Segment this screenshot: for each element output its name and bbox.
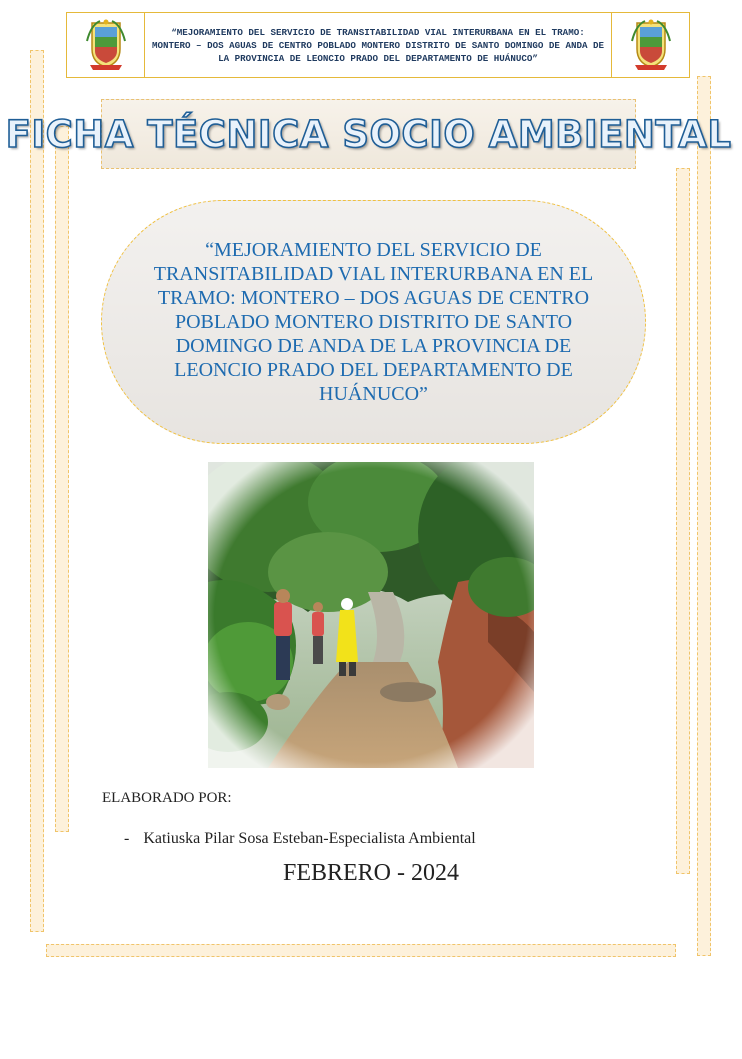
header-table (66, 12, 690, 78)
author-list-item (124, 830, 476, 848)
document-date: FEBRERO - 2024 (282, 860, 459, 886)
prepared-by-label: ELABORADO POR: (102, 790, 232, 806)
decorative-strip-right-inner (676, 168, 690, 874)
decorative-strip-left-outer (30, 50, 44, 932)
decorative-strip-left-inner (55, 126, 69, 832)
municipal-coat-of-arms-icon (631, 19, 671, 71)
document-type-title: FICHA TÉCNICA SOCIO AMBIENTAL (5, 112, 732, 156)
site-photo (208, 462, 534, 768)
list-bullet: - (124, 830, 130, 847)
header-project-title: “MEJORAMIENTO DEL SERVICIO DE TRANSITABILIDAD VIAL INTERURBANA EN EL TRAMO: MONTERO – DOS AGUAS DE CENTRO POBLADO MONTERO DISTRITO DE SANTO DOMINGO DE ANDA DE LA PROVINCIA DE LEONCIO PRADO DEL DEPARTAMENTO DE HUÁNUCO” (151, 26, 605, 64)
document-type-banner (5, 99, 732, 169)
project-title-oval (101, 200, 646, 444)
project-title: “MEJORAMIENTO DEL SERVICIO DE TRANSITABILIDAD VIAL INTERURBANA EN EL TRAMO: MONTERO – DOS AGUAS DE CENTRO POBLADO MONTERO DISTRITO DE SANTO DOMINGO DE ANDA DE LA PROVINCIA DE LEONCIO PRADO DEL DEPARTAMENTO DE HUÁNUCO” (153, 239, 594, 405)
municipal-coat-of-arms-icon (86, 19, 126, 71)
header-logo-right (611, 13, 689, 77)
decorative-strip-right-outer (697, 76, 711, 956)
decorative-strip-bottom (46, 944, 676, 957)
header-logo-left (67, 13, 145, 77)
author-name: Katiuska Pilar Sosa Esteban-Especialista Ambiental (143, 830, 476, 847)
